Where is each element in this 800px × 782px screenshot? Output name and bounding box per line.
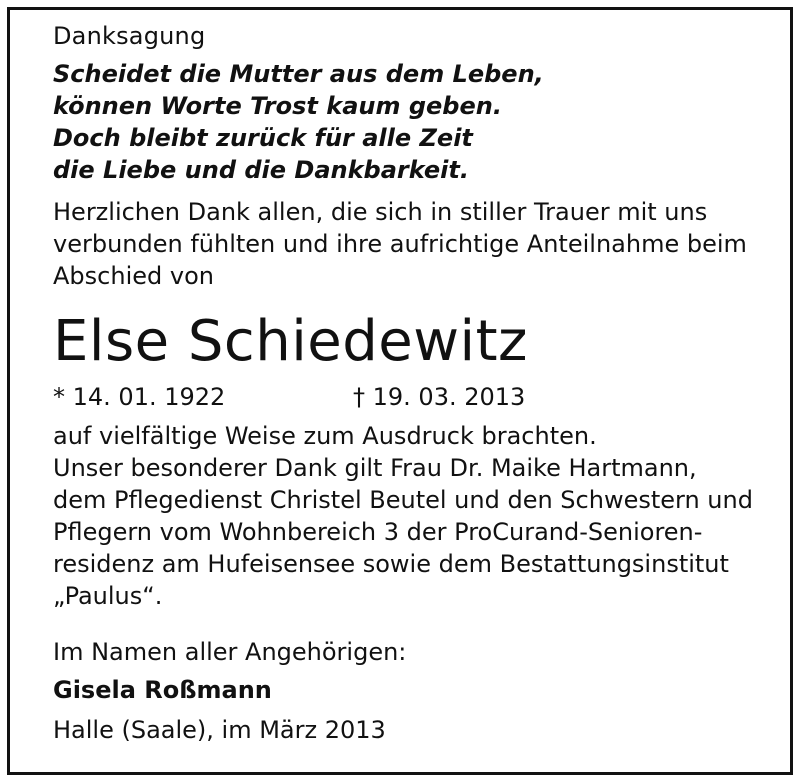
- thanks-line: verbunden fühlten und ihre aufrichtige Anteilnahme beim: [53, 230, 747, 258]
- memorial-verse: [53, 58, 753, 186]
- notice-heading: Danksagung: [53, 22, 206, 50]
- verse-line: die Liebe und die Dankbarkeit.: [53, 156, 469, 184]
- signer-name: Gisela Roßmann: [53, 676, 272, 704]
- verse-line: können Worte Trost kaum geben.: [53, 92, 502, 120]
- gratitude-line: residenz am Hufeisensee sowie dem Bestattungsinstitut: [53, 550, 729, 578]
- deceased-name: Else Schiedewitz: [53, 309, 528, 374]
- gratitude-line: Pflegern vom Wohnbereich 3 der ProCurand-Senioren-: [53, 518, 703, 546]
- thanks-paragraph: [53, 196, 753, 292]
- verse-line: Scheidet die Mutter aus dem Leben,: [53, 60, 544, 88]
- gratitude-line: dem Pflegedienst Christel Beutel und den Schwestern und: [53, 486, 753, 514]
- place-date: Halle (Saale), im März 2013: [53, 716, 386, 744]
- gratitude-line: Unser besonderer Dank gilt Frau Dr. Maike Hartmann,: [53, 454, 697, 482]
- birth-date: * 14. 01. 1922: [53, 383, 226, 411]
- thanks-line: Herzlichen Dank allen, die sich in stiller Trauer mit uns: [53, 198, 708, 226]
- on-behalf-text: Im Namen aller Angehörigen:: [53, 638, 407, 666]
- life-dates: [53, 380, 753, 414]
- verse-line: Doch bleibt zurück für alle Zeit: [53, 124, 473, 152]
- obituary-notice: [53, 20, 753, 746]
- thanks-line: Abschied von: [53, 262, 214, 290]
- gratitude-paragraph: [53, 452, 753, 612]
- death-date: † 19. 03. 2013: [353, 383, 526, 411]
- expressed-line: [53, 420, 753, 452]
- expressed-text: auf vielfältige Weise zum Ausdruck brachten.: [53, 422, 597, 450]
- gratitude-line: „Paulus“.: [53, 582, 163, 610]
- on-behalf-line: [53, 636, 753, 668]
